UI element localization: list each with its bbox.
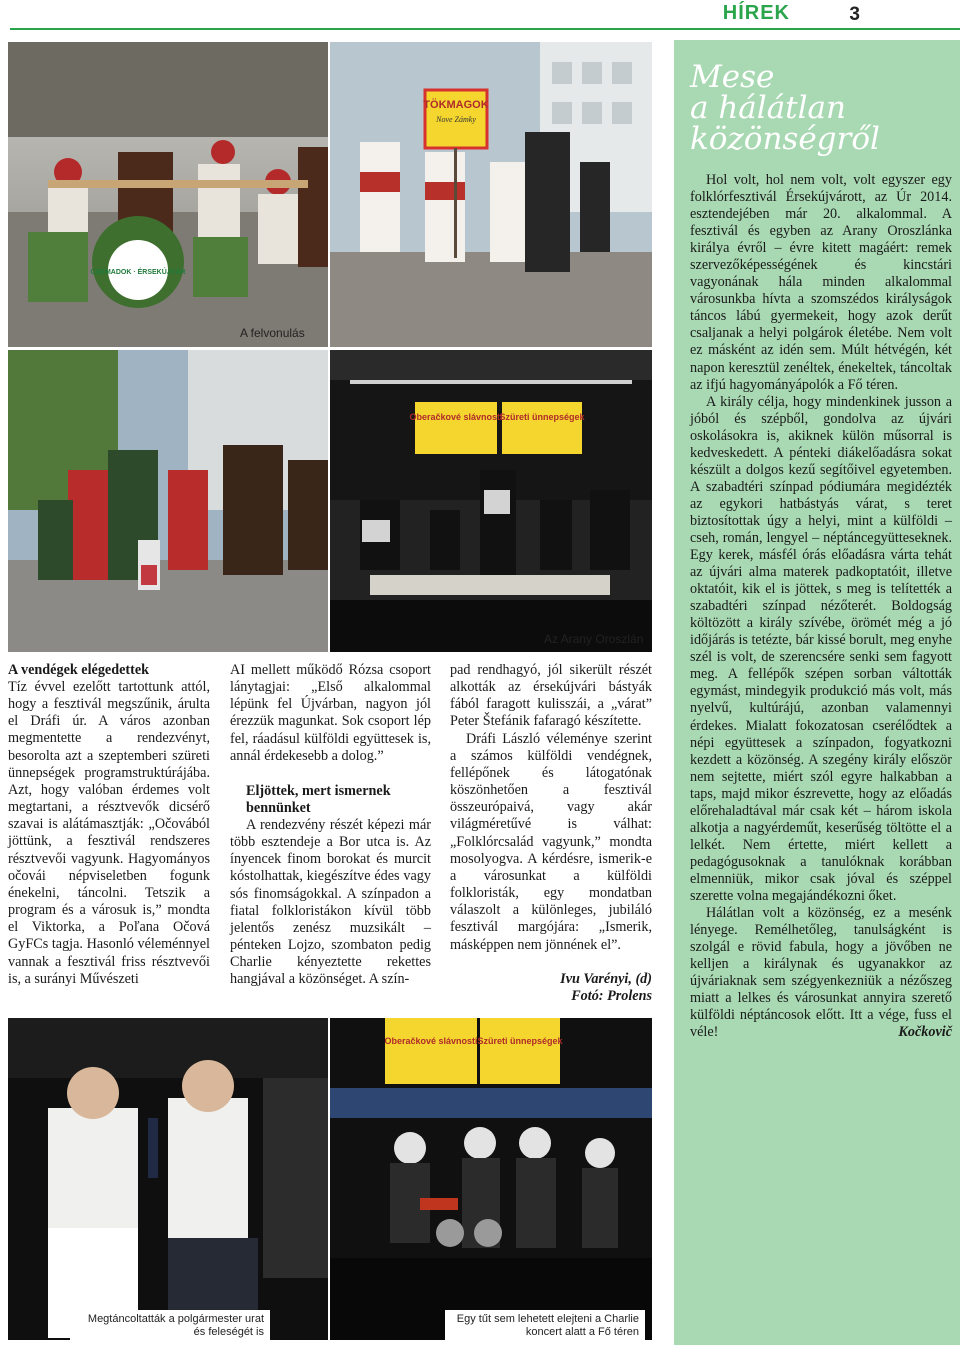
photo-tokmagok: [330, 42, 652, 347]
caption-stage: Az Arany Oroszlán: [544, 632, 644, 646]
article-paragraph: Dráfi László véleménye szerint a számos külföldi vendégnek, fellépőnek és látogatónak köszönhetően a fesztivál összeurópaivá, vagy akár világméretűvé is válhat: „Folklórcsalád vagyunk,” mondta mosolyogva. A kérdésre, ismerik-e a városunkat a külföldi folkloristák, egy mondatban válaszolt a különleges, jubiláló fesztivál margójára: „Ismerik, másképpen nem jönnének el”.: [450, 730, 652, 953]
article-paragraph: AI mellett működő Rózsa csoport lánytagjai: „Első alkalommal lépünk fel Újvárban, nagyon jól érezzük magunkat. Sok csoport lép fel, ráadásul külföldi együttesek is, annál érdekesebb a dolog.”: [230, 662, 431, 764]
header-rule: [10, 28, 960, 30]
photo-concert: [330, 1018, 652, 1340]
sidebar-paragraph-text: Hálátlan volt a közönség, ez a mesénk lényege. Remélhetőleg, tanulságként is szolgál e rövid fabula, hogy a jövőben ne kelljen a királynak és ugyanakkor az újváriaknak sem szégyenkezniük a nézőszeg miatt a lelkes és városunkat annyira szerető külföldi néptáncosok előtt. Itt a vége, fuss el véle!: [690, 905, 952, 1041]
caption-dance-line1: Megtáncoltatták a polgármester urat: [87, 1313, 264, 1325]
concert-banner-right: Szüreti ünnepségek: [477, 1036, 563, 1046]
photo-hussars: [8, 350, 328, 652]
caption-concert-line1: Egy tűt sem lehetett elejteni a Charlie: [456, 1313, 639, 1325]
sidebar-title-line3: közönségről: [690, 121, 880, 157]
concert-banner-left: Oberačkové slávnosti: [384, 1036, 478, 1046]
article-paragraph: A rendezvény részét képezi már több esztendeje a Bor utca is. Az ínyencek finom borokat és murcit kóstolhattak, kiegészítve édes vagy sós finomságokkal. A színpadon a fiatal folkloristákon kívül több jelentős zenész muzsikált – pénteken Lojzo, szombaton pedig Charlie kényeztette rekettes hangjával a közönséget. A szín-: [230, 816, 431, 988]
caption-concert: [445, 1310, 645, 1342]
article-column-3: [450, 662, 652, 1005]
stage-banner-left: Oberačkové slávnosti: [409, 412, 503, 422]
photo-parade: [8, 42, 328, 347]
banner-subtitle: Nove Zámky: [436, 115, 476, 124]
article-paragraph: pad rendhagyó, jól sikerült részét alkották az érsekújvári bástyák fából faragott kulisszái, a „várat” Peter Štefánik fafaragó készítette.: [450, 662, 652, 730]
section-title: HÍREK: [722, 2, 790, 24]
sidebar-signature: Kočkovič: [898, 1024, 952, 1041]
page-number: 3: [849, 4, 860, 25]
section-heading-known: Eljöttek, mert ismernek bennünket: [246, 782, 391, 816]
article-column-1: [8, 662, 210, 988]
sidebar-fable: [674, 40, 960, 1345]
sidebar-title: [690, 59, 950, 157]
article-column-2: [230, 662, 431, 989]
sidebar-paragraph: [690, 905, 952, 1041]
author-byline: Ivu Varényi, (d): [560, 970, 652, 987]
caption-dance-line2: és feleségét is: [193, 1326, 264, 1338]
sidebar-paragraph: A király célja, hogy mindenkinek jusson a jóból és szépből, gondolva az újvári oskolásokra is, akiknek külön műsorral is kedveskedett. A pénteki diákelőadásra sokat készült a dolgos kezű segítőivel egyetemben. A szabadtéri színpad pódiumára megidézték az egykori hatbástyás várat, s teret biztosítottak úgy a helyi, mint a külföldi – cseh, román, lengyel – néptáncegyütteseknek. Egy kerek, másfél órás előadásra várta tehát az újvári alma materek padkoptatóit, illetve oktatóit, kik el is jöttek, s meg is telítették a szabadtéri színpad nézőterét. Boldogság költözött a király szívébe, örömét még a jó időjárás is tetézte, bár kissé borult, meg enyhe szél is volt, de szerencsére senki sem fagyott meg. A fellépők szépen sorban váltották egymást, mindegyik produkció más volt, más nyelvű, kultúrájú, azonban valamennyi érdekes. Mialatt fokozatosan cserélődtek a népi együttesek a színpadon, fogyatkozni kezdett a közönség. A szegény király először nem sejtette, miért szól egyre halkabban a taps, majd mikor észrevette, hogy az előadás előrehaladtával már csak két – három iskola alkotja a nagyérdeműt, keserűség töltötte el a lelkét. Nem értette, miért kellett a pedagógusoknak a tanulóknak korábban elmenniük, mikor csak jóval és széppel szerette volna megajándékozni őket.: [690, 393, 952, 904]
sidebar-body: [690, 172, 952, 1041]
section-heading-guests: A vendégek elégedettek: [8, 662, 150, 678]
caption-dance: [70, 1310, 270, 1342]
sidebar-title-line2: a hálátlan: [690, 90, 846, 126]
caption-parade: A felvonulás: [240, 326, 305, 340]
caption-concert-line2: koncert alatt a Fő téren: [525, 1326, 639, 1338]
banner-title: TÖKMAGOK: [423, 99, 489, 111]
article-paragraph: Tíz évvel ezelőtt tartottunk attól, hogy a fesztivál megszűnik, árulta el Dráfi úr. A város azonban megmentette a rendezvényt, besorolta azt a szeptemberi szüreti ünnepségek programstruktúrájába. Azt, hogy valóban érdemes volt megtartani, a résztvevők dicsérő szavai is alátámasztják: „Očovából jöttünk, a fesztivál rendszeres résztvevői vagyunk. Hagyományos očovái népviseletben fogunk énekelni, táncolni. Tetszik a program és a városuk is,” mondta el Viktorka, a Poľana Očová GyFCs tagja. Hasonló véleménnyel vannak a fesztivál friss résztvevői is, a surányi Művészeti: [8, 679, 210, 987]
wreath-logo-text: CSEMADOK · ÉRSEKÚJVÁR: [90, 269, 186, 276]
sidebar-title-line1: Mese: [690, 59, 775, 95]
photo-dance: [8, 1018, 328, 1340]
photo-stage: [330, 350, 652, 652]
sidebar-paragraph: Hol volt, hol nem volt, volt egyszer egy folklórfesztivál Érsekújvárott, az Úr 2014. esztendejében már 20. alkalommal. A fesztivál és egyben az Arany Oroszlánka királya évről – évre kitett magáért: remek szervezőképességének és kincstári vagyonának hála minden alkalommal városunkba hívta a szomszédos királyságok táncos lábú gyermekeit, hogy azok derűt csaljanak a helyi polgárok életébe. Nem volt ez másként az idén sem. Múlt hétvégén, két napon keresztül zenéltek, énekeltek, táncoltak az ifjú hagyományápolók a Fő téren.: [690, 172, 952, 393]
photo-credit: Fotó: Prolens: [571, 987, 652, 1004]
stage-banner-right: Szüreti ünnepségek: [499, 412, 585, 422]
